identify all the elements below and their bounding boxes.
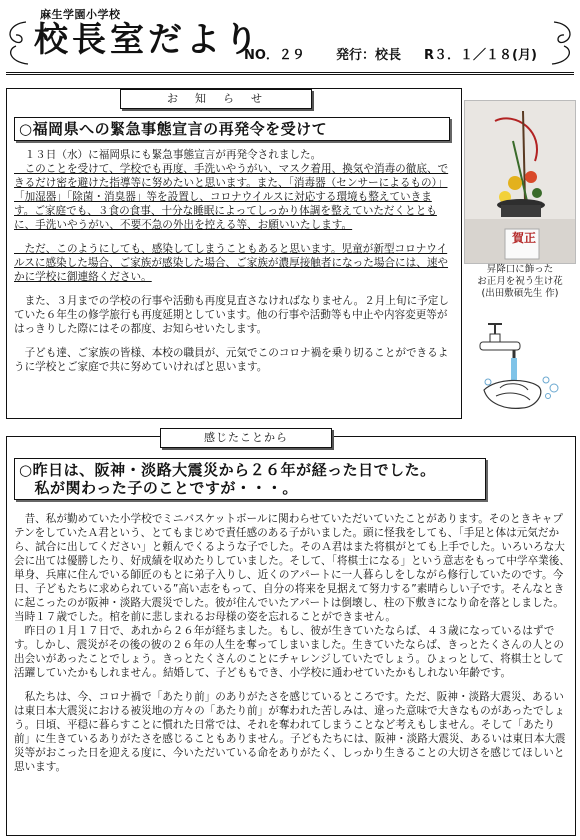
notice-body	[14, 148, 452, 374]
caption-line: (出田敷碩先生 作)	[481, 288, 559, 299]
caption-line: 昇降口に飾った	[486, 264, 554, 275]
school-name: 麻生学園小学校	[40, 8, 121, 21]
issue-date: R３．１／１８(月)	[424, 48, 537, 63]
notice-label: お 知 ら せ	[120, 89, 312, 109]
notice-paragraph: ただ、このようにしても、感染してしまうこともあると思います。児童が新型コロナウイルスに感染した場合、ご家族が感染した場合、ご家族が濃厚接触者になった場合には、速やかに学校に御連絡ください。	[14, 243, 449, 283]
decorative-swirl-right-icon	[548, 18, 578, 68]
feeling-body	[14, 512, 570, 774]
issue-number: NO．２９	[244, 48, 305, 63]
photo-caption	[464, 264, 576, 300]
notice-paragraph: このことを受けて、学校でも再度、手洗いやうがい、マスク着用、換気や消毒の徹底、できるだけ密を避けた指導等に努めたいと思います。また、「消毒器（センサーによるもの）」「加湿器」「除菌・消臭器」等を設置し、コロナウイルスに対応する環境も整えていきます。ご家庭でも、３食の食事、十分な睡眠によってしっかり体調を整えていただくとともに、手洗いやうがい、不要不急の外出を控える等、お願いいたします。	[14, 163, 449, 231]
decorative-swirl-left-icon	[2, 18, 32, 68]
feeling-headline: 私が関わった子のことですが・・・。	[19, 479, 298, 497]
notice-headline: ○福岡県への緊急事態宣言の再発令を受けて	[19, 120, 328, 138]
issuer: 発行：校長	[336, 48, 402, 63]
notice-paragraph: また、３月までの学校の行事や活動も再度見直さなければなりません。２月上旬に予定していた６年生の修学旅行も再度延期としています。他の行事や活動等も中止や内容変更等がはっきりした際にはその都度、お知らせいたします。	[14, 295, 449, 335]
feeling-label: 感じたことから	[160, 428, 332, 448]
ikebana-photo	[464, 100, 576, 264]
new-year-sign: 賀正	[511, 231, 536, 245]
newsletter-title: 校長室だより	[34, 20, 262, 60]
feeling-headline: ○昨日は、阪神・淡路大震災から２６年が経った日でした。	[19, 461, 436, 479]
feeling-paragraph: 昔、私が勤めていた小学校でミニバスケットボールに関わらせていただいていたことがあります。そのときキャプテンをしていたＡ君という、とてもまじめで責任感のある子がいました。頭に怪我をしても、「手足と体は元気だから、試合に出してください」と頼んでくるような子でした。そのＡ君はまた将棋がとても上手でした。いろいろな大会に出ては優勝したり、好成績を収めたりしていました。そして、「将棋士になる」という意志をもって中学卒業後、単身、兵庫に住んでいる師匠のもとに弟子入りし、近くのアパートに一人暮らしをしながら修行していたのです。今日、子どもたちに求められている”高い志をもって、自分の将来を見据えて努力する”素晴らしい子です。そんなときに起こったのが阪神・淡路大震災でした。彼が住んでいたアパートは倒壊し、柱の下敷きになり命を落としました。当時１７歳でした。棺を前に悲しまれるお母様の姿を忘れることができません。	[14, 513, 570, 623]
notice-headline-box	[14, 117, 450, 141]
notice-paragraph: 子ども達、ご家族の皆様、本校の職員が、元気でこのコロナ禍を乗り切ることができるように学校とご家庭で共に努めていければと思います。	[14, 347, 449, 373]
caption-line: お正月を祝う生け花	[477, 276, 563, 287]
header-divider	[6, 72, 574, 75]
handwashing-illustration-icon	[466, 318, 576, 418]
feeling-headline-box	[14, 458, 486, 500]
feeling-paragraph: 私たちは、今、コロナ禍で「あたり前」のありがたさを感じているところです。ただ、阪神・淡路大震災、あるいは東日本大震災における被災地の方々の「あたり前」が奪われた苦しみは、違った意味で大きなものがあったでしょう。日頃、平穏に暮らすことに慣れた日常では、それを奪われてしまうことなど考えもしません。そして「あたり前」に生きているありがたさを感じることもありません。子どもたちには、阪神・淡路大震災、あるいは東日本大震災等がおこった日を迎える度に、今いただいている命をありがたく、しっかり生きることの大切さを感じてほしいと思います。	[14, 691, 566, 773]
feeling-paragraph: 昨日の１月１７日で、あれから２６年が経ちました。もし、彼が生きていたならば、４３歳になっているはずです。しかし、震災がその後の彼の２６年の人生を奪ってしまいました。生きていたならば、きっとたくさんの人との出会いがあったことでしょう。きっとたくさんのことにチャレンジしていたでしょう。ひょっとして、将棋士として活躍していたかもしれません。結婚して、子どももでき、小学校に通わせていたかもしれない年齢です。	[14, 625, 565, 679]
notice-paragraph: １３日（水）に福岡県にも緊急事態宣言が再発令されました。	[14, 149, 322, 161]
